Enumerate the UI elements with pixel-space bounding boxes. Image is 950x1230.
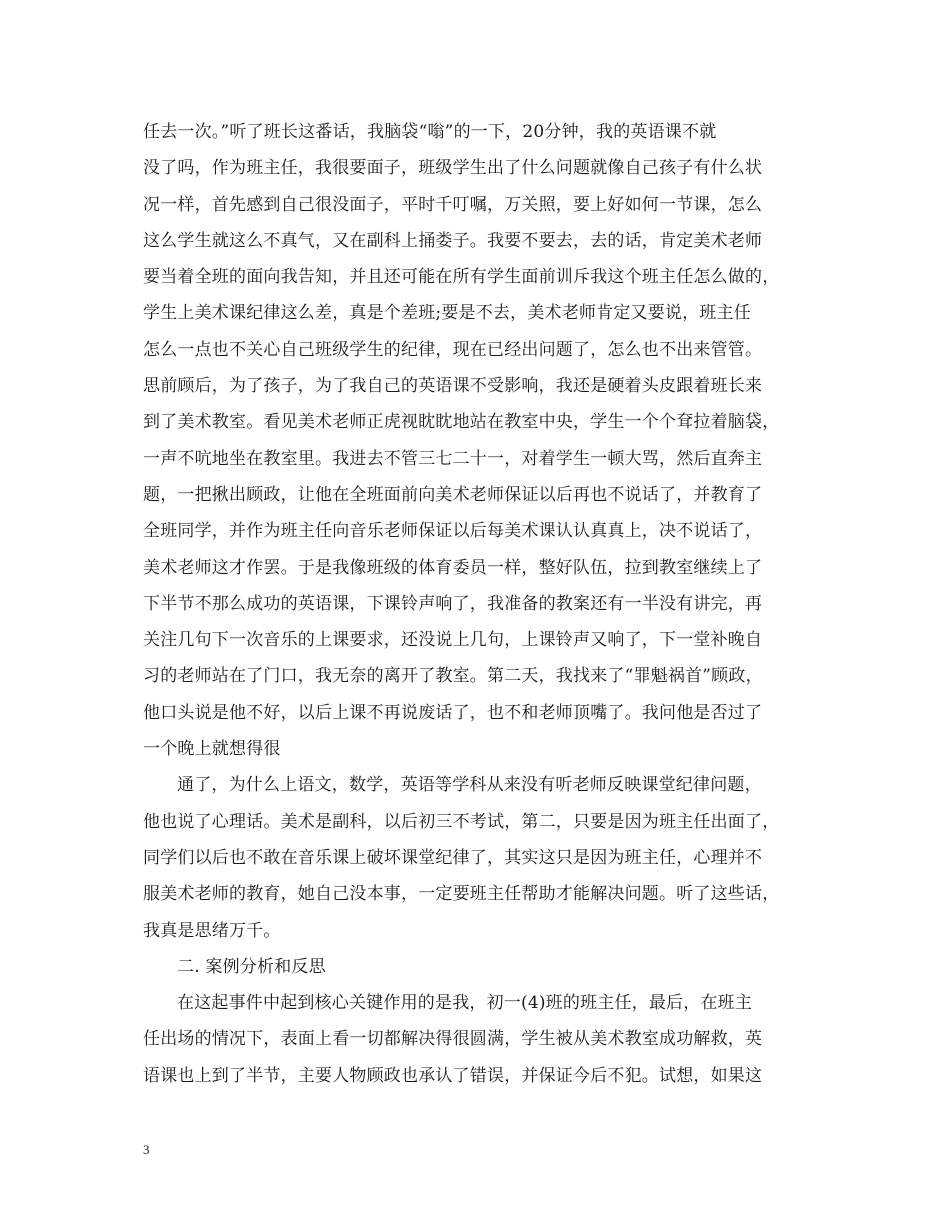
text-line: 关注几句下一次音乐的上课要求，还没说上几句，上课铃声又响了，下一堂补晚自 <box>143 630 763 651</box>
text-line: 学生上美术课纪律这么差，真是个差班;要是不去，美术老师肯定又要说，班主任 <box>143 303 751 324</box>
text-line: 一声不吭地坐在教室里。我进去不管三七二十一，对着学生一顿大骂，然后直奔主 <box>143 448 763 469</box>
text-line: 服美术老师的教育，她自己没本事，一定要班主任帮助才能解决问题。听了这些话， <box>143 884 780 905</box>
text-line: 他口头说是他不好，以后上课不再说废话了，也不和老师顶嘴了。我问他是否过了 <box>143 702 763 723</box>
text-line: 题，一把揪出顾政，让他在全班面前向美术老师保证以后再也不说话了，并教育了 <box>143 484 763 505</box>
text-line: 一个晚上就想得很 <box>143 739 281 760</box>
text-line: 全班同学，并作为班主任向音乐老师保证以后每美术课认认真真上，决不说话了， <box>143 521 763 542</box>
text-line: 任出场的情况下，表面上看一切都解决得很圆满，学生被从美术教室成功解救，英 <box>143 1029 763 1050</box>
text-line: 下半节不那么成功的英语课，下课铃声响了，我准备的教案还有一半没有讲完，再 <box>143 593 763 614</box>
text-line: 他也说了心理话。美术是副科，以后初三不考试，第二，只要是因为班主任出面了， <box>143 811 780 832</box>
body-text <box>143 114 823 1094</box>
text-line: 二. 案例分析和反思 <box>177 956 326 977</box>
text-line: 这么学生就这么不真气，又在副科上捅娄子。我要不要去，去的话，肯定美术老师 <box>143 230 763 251</box>
page-number: 3 <box>143 1142 150 1157</box>
text-line: 到了美术教室。看见美术老师正虎视眈眈地站在教室中央，学生一个个耷拉着脑袋， <box>143 412 780 433</box>
text-line: 美术老师这才作罢。于是我像班级的体育委员一样，整好队伍，拉到教室继续上了 <box>143 557 763 578</box>
text-line: 语课也上到了半节，主要人物顾政也承认了错误，并保证今后不犯。试想，如果这 <box>143 1065 763 1086</box>
text-line: 况一样，首先感到自己很没面子，平时千叮嘱，万关照，要上好如何一节课，怎么 <box>143 194 763 215</box>
text-line: 没了吗，作为班主任，我很要面子，班级学生出了什么问题就像自己孩子有什么状 <box>143 158 763 179</box>
text-line: 同学们以后也不敢在音乐课上破坏课堂纪律了，其实这只是因为班主任，心理并不 <box>143 847 763 868</box>
text-line: 任去一次。”听了班长这番话，我脑袋“嗡”的一下，20分钟，我的英语课不就 <box>143 122 717 142</box>
text-line: 思前顾后，为了孩子，为了我自己的英语课不受影响，我还是硬着头皮跟着班长来 <box>143 376 763 397</box>
text-line: 要当着全班的面向我告知，并且还可能在所有学生面前训斥我这个班主任怎么做的， <box>143 267 780 288</box>
text-line: 习的老师站在了门口，我无奈的离开了教室。第二天，我找来了“罪魁祸首”顾政， <box>143 666 763 687</box>
text-line: 我真是思绪万千。 <box>143 920 281 941</box>
text-line: 通了，为什么上语文，数学，英语等学科从来没有听老师反映课堂纪律问题， <box>177 775 762 796</box>
text-line: 怎么一点也不关心自己班级学生的纪律，现在已经出问题了，怎么也不出来管管。 <box>143 339 763 360</box>
text-line: 在这起事件中起到核心关键作用的是我，初一(4)班的班主任，最后，在班主 <box>177 993 753 1014</box>
